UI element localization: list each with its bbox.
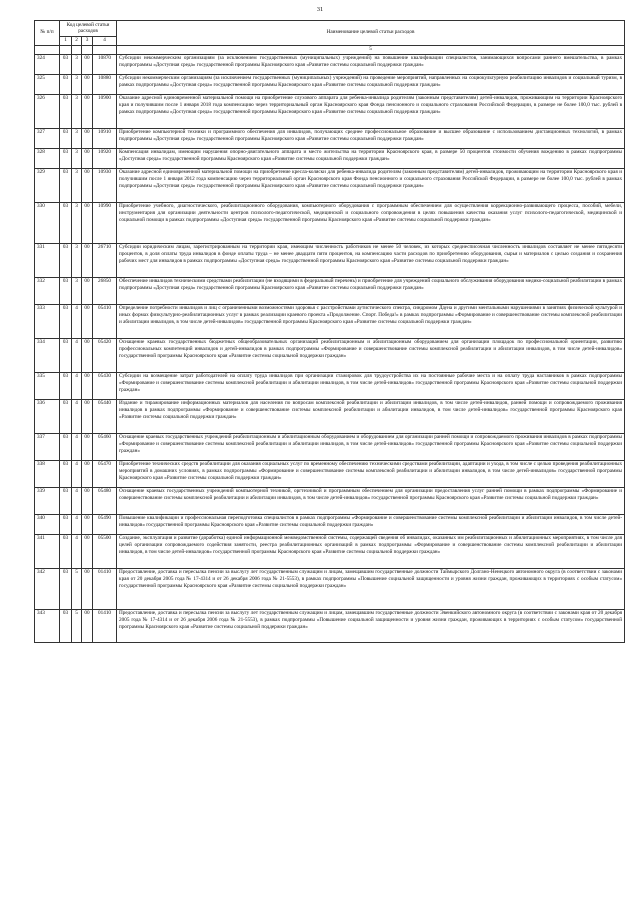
table-row <box>35 74 625 94</box>
code-part-4: 01410 <box>93 568 117 609</box>
code-part-1: 03 <box>60 243 72 277</box>
code-part-2: 3 <box>72 128 82 148</box>
row-description: Субсидии некоммерческим организациям (за исключением государственных (муниципальных) учреждений) на проведение мероприятий, направленных на социокультурную реабилитацию инвалидов и социальный туризм, в рамках подпрограммы «Доступная среда» государственной программы Красноярского края «Развитие системы социальной поддержки граждан» <box>117 74 625 94</box>
header-sub-1: 1 <box>60 36 72 45</box>
code-part-4: 10880 <box>93 74 117 94</box>
row-number: 342 <box>35 568 60 609</box>
table-row <box>35 433 625 460</box>
code-part-3: 00 <box>82 514 93 534</box>
code-part-1: 03 <box>60 514 72 534</box>
table-row <box>35 243 625 277</box>
code-part-3: 00 <box>82 304 93 338</box>
row-description: Создание, эксплуатация и развитие (доработка) единой информационной межведомственной системы, содержащей сведения об инвалидах, оказанных им реабилитационных и абилитационных мероприятиях, в том числе для целей организации сопровождаемого содействия занятости, реестра реабилитационных организаций в рамках подпрограммы «Формирование и совершенствование системы комплексной реабилитации и абилитации инвалидов, в том числе детей-инвалидов» государственной программы Красноярского края «Развитие системы социальной поддержки граждан» <box>117 534 625 568</box>
row-description: Определение потребности инвалидов и лиц с ограниченными возможностями здоровья с расстройствами аутистического спектра, синдромом Дауна и другими ментальными нарушениями в занятиях физической культурой и иных формах физкультурно-реабилитационных услуг в рамках реализации краевого проекта «Продолжение. Спорт. Победа!» в рамках подпрограммы «Формирование и совершенствование системы комплексной реабилитации и абилитации инвалидов, в том числе детей-инвалидов» государственной программы Красноярского края «Развитие системы социальной поддержки граждан» <box>117 304 625 338</box>
code-part-3: 00 <box>82 399 93 433</box>
table-row <box>35 277 625 304</box>
code-part-2: 3 <box>72 168 82 202</box>
table-row <box>35 460 625 487</box>
code-part-2: 4 <box>72 514 82 534</box>
header-row <box>35 21 625 37</box>
header-sub-5: 5 <box>117 45 625 54</box>
row-number: 340 <box>35 514 60 534</box>
row-number: 330 <box>35 202 60 243</box>
row-description: Оказание адресной единовременной материальной помощи на приобретение слухового аппарата для ребенка-инвалида родителям (законным представителям) детей-инвалидов, проживающим на территории Красноярского края и получившим после 1 января 2018 года компенсацию через территориальный орган Красноярского края Фонда пенсионного и социального страхования Российской Федерации, в размере не более 100,0 тыс. рублей в рамках подпрограммы «Доступная среда» государственной программы Красноярского края «Развитие системы социальной поддержки граждан» <box>117 94 625 128</box>
code-part-3: 00 <box>82 168 93 202</box>
header-name: Наименование целевой статьи расходов <box>117 21 625 46</box>
table-row <box>35 534 625 568</box>
row-description: Обеспечение инвалидов техническими средствами реабилитации (не входящими в федеральный перечень) и приобретение для учреждений социального обслуживания оборудования медико-социальной реабилитации в рамках подпрограммы «Доступная среда» государственной программы Красноярского края «Развитие системы социальной поддержки граждан» <box>117 277 625 304</box>
code-part-4: 05480 <box>93 487 117 514</box>
code-part-2: 4 <box>72 487 82 514</box>
row-number: 334 <box>35 338 60 372</box>
row-description: Предоставление, доставка и пересылка пенсии за выслугу лет государственным служащим и лицам, замещавшим государственные должности Таймырского Долгано-Ненецкого автономного округа (в соответствии с законами края от 20 декабря 2005 года № 17-4314 и от 26 декабря 2006 года № 21-5553), в рамках подпрограммы «Повышение социальной защищенности и уровня жизни граждан, проживающих в территориях с особым статусом» государственной программы Красноярского края «Развитие системы социальной поддержки граждан» <box>117 568 625 609</box>
code-part-2: 3 <box>72 202 82 243</box>
code-part-2: 3 <box>72 94 82 128</box>
code-part-3: 00 <box>82 74 93 94</box>
row-description: Издание и тиражирование информационных материалов для населения по вопросам комплексной реабилитации и абилитации инвалидов, в том числе детей-инвалидов, ранней помощи и сопровождаемого проживания инвалидов в рамках подпрограммы «Формирование и совершенствование системы комплексной реабилитации и абилитации инвалидов, в том числе детей-инвалидов» государственной программы Красноярского края «Развитие системы социальной поддержки граждан» <box>117 399 625 433</box>
row-number: 337 <box>35 433 60 460</box>
code-part-1: 03 <box>60 304 72 338</box>
code-part-3: 00 <box>82 568 93 609</box>
code-part-4: 26710 <box>93 243 117 277</box>
row-number: 326 <box>35 94 60 128</box>
table-row <box>35 168 625 202</box>
code-part-1: 03 <box>60 534 72 568</box>
header-sub-4: 4 <box>93 36 117 45</box>
code-part-4: 10990 <box>93 202 117 243</box>
code-part-4: 05500 <box>93 534 117 568</box>
code-part-4: 10920 <box>93 148 117 168</box>
code-part-2: 5 <box>72 568 82 609</box>
row-description: Оказание адресной единовременной материальной помощи на приобретение кресла-коляски для ребенка-инвалида родителям (законным представителям) детей-инвалидов, проживающим на территории Красноярского края и получившим после 1 января 2012 года компенсацию через территориальный орган Красноярского края Фонда пенсионного и социального страхования Российской Федерации, в размере не более 100,0 тыс. рублей в рамках подпрограммы «Доступная среда» государственной программы Красноярского края «Развитие системы социальной поддержки граждан» <box>117 168 625 202</box>
table-row <box>35 128 625 148</box>
code-part-4: 10900 <box>93 94 117 128</box>
row-number: 332 <box>35 277 60 304</box>
code-part-1: 03 <box>60 168 72 202</box>
code-part-4: 05490 <box>93 514 117 534</box>
row-description: Оснащение краевых государственных учреждений компьютерной техникой, оргтехникой и программным обеспечением для организации предоставления услуг ранней помощи в рамках подпрограммы «Формирование и совершенствование системы комплексной реабилитации и абилитации инвалидов, в том числе детей-инвалидов» государственной программы Красноярского края «Развитие системы социальной поддержки граждан» <box>117 487 625 514</box>
row-description: Субсидии некоммерческим организациям (за исключением государственных (муниципальных) учреждений) на повышение квалификации специалистов, занимающихся вопросами раннего вмешательства, в рамках подпрограммы «Доступная среда» государственной программы Красноярского края «Развитие системы социальной поддержки граждан» <box>117 54 625 74</box>
code-part-1: 03 <box>60 277 72 304</box>
row-number: 329 <box>35 168 60 202</box>
row-number: 339 <box>35 487 60 514</box>
code-part-1: 03 <box>60 568 72 609</box>
row-number: 335 <box>35 372 60 399</box>
code-part-4: 10910 <box>93 128 117 148</box>
row-number: 328 <box>35 148 60 168</box>
row-description: Повышение квалификации и профессиональная переподготовка специалистов в рамках подпрограммы «Формирование и совершенствование системы комплексной реабилитации и абилитации инвалидов, в том числе детей-инвалидов» государственной программы Красноярского края «Развитие системы социальной поддержки граждан» <box>117 514 625 534</box>
code-part-3: 00 <box>82 433 93 460</box>
code-part-4: 05470 <box>93 460 117 487</box>
table-row <box>35 304 625 338</box>
table-body <box>35 54 625 642</box>
row-number: 324 <box>35 54 60 74</box>
table-row <box>35 372 625 399</box>
code-part-3: 00 <box>82 534 93 568</box>
row-description: Оснащение краевых государственных бюджетных общеобразовательных организаций реабилитационным и абилитационным оборудованием для организации площадок по профессиональной ориентации, развитию профессиональных компетенций инвалидов и детей-инвалидов в рамках подпрограммы «Формирование и совершенствование системы комплексной реабилитации и абилитации инвалидов, в том числе детей-инвалидов» государственной программы Красноярского края «Развитие системы социальной поддержки граждан» <box>117 338 625 372</box>
code-part-3: 00 <box>82 609 93 642</box>
code-part-1: 03 <box>60 74 72 94</box>
code-part-1: 03 <box>60 338 72 372</box>
code-part-2: 4 <box>72 460 82 487</box>
code-part-2: 4 <box>72 433 82 460</box>
code-part-2: 5 <box>72 609 82 642</box>
row-description: Приобретение технических средств реабилитации для оказания социальных услуг по временному обеспечению техническими средствами реабилитации, адаптации и ухода, в том числе с целью проведения реабилитационных мероприятий в домашних условиях, в рамках подпрограммы «Формирование и совершенствование системы комплексной реабилитации и абилитации инвалидов, в том числе детей-инвалидов» государственной программы Красноярского края «Развитие системы социальной поддержки граждан» <box>117 460 625 487</box>
row-number: 331 <box>35 243 60 277</box>
row-description: Приобретение компьютерной техники и программного обеспечения для инвалидов, получающих среднее профессиональное образование и высшее образование с использованием дистанционных технологий, в рамках подпрограммы «Доступная среда» государственной программы Красноярского края «Развитие системы социальной поддержки граждан» <box>117 128 625 148</box>
code-part-4: 10930 <box>93 168 117 202</box>
code-part-3: 00 <box>82 487 93 514</box>
table-row <box>35 54 625 74</box>
table-row <box>35 148 625 168</box>
header-number: № п/п <box>35 21 60 46</box>
code-part-2: 4 <box>72 304 82 338</box>
code-part-1: 03 <box>60 487 72 514</box>
row-description: Оснащение краевых государственных учреждений реабилитационным и абилитационным оборудованием и оборудованием для организации ранней помощи и сопровождаемого проживания инвалидов в рамках подпрограммы «Формирование и совершенствование системы комплексной реабилитации и абилитации инвалидов, в том числе детей-инвалидов» государственной программы Красноярского края «Развитие системы социальной поддержки граждан» <box>117 433 625 460</box>
code-part-3: 00 <box>82 128 93 148</box>
code-part-1: 03 <box>60 94 72 128</box>
code-part-2: 4 <box>72 372 82 399</box>
code-part-2: 3 <box>72 54 82 74</box>
row-description: Субсидии юридическим лицам, зарегистрированным на территории края, имеющим численность работников не менее 50 человек, из которых среднесписочная численность инвалидов составляет не менее пятидесяти процентов, в доля оплаты труда инвалидов в фонде оплаты труда – не менее двадцати пяти процентов, на компенсацию части расходов по приобретению оборудования, сырья и материалов с целью создания и сохранения рабочих мест для инвалидов в рамках подпрограммы «Доступная среда» государственной программы Красноярского края «Развитие системы социальной поддержки граждан» <box>117 243 625 277</box>
code-part-1: 03 <box>60 460 72 487</box>
code-part-3: 00 <box>82 243 93 277</box>
code-part-3: 00 <box>82 94 93 128</box>
code-part-1: 03 <box>60 54 72 74</box>
code-part-2: 3 <box>72 277 82 304</box>
code-part-1: 03 <box>60 399 72 433</box>
row-number: 336 <box>35 399 60 433</box>
code-part-3: 00 <box>82 54 93 74</box>
table-row <box>35 568 625 609</box>
header-code: Код целевой статьи расходов <box>60 21 117 37</box>
row-description: Приобретение учебного, диагностического, реабилитационного оборудования, компьютерного оборудования с программным обеспечением для осуществления коррекционно-развивающего процесса, пособий, мебели, инструментария для организации деятельности центров психолого-педагогической, медицинской и социального сопровождения в целях повышения качества оказания услуг психолого-педагогической, медицинской и социальной помощи в рамках подпрограммы «Доступная среда» государственной программы Красноярского края «Развитие системы социальной поддержки граждан» <box>117 202 625 243</box>
table-row <box>35 338 625 372</box>
code-part-1: 03 <box>60 609 72 642</box>
row-number: 333 <box>35 304 60 338</box>
code-part-1: 03 <box>60 128 72 148</box>
table-row <box>35 202 625 243</box>
code-part-2: 3 <box>72 148 82 168</box>
code-part-3: 00 <box>82 338 93 372</box>
header-col5-row <box>35 45 625 54</box>
page-number: 31 <box>316 6 324 13</box>
code-part-4: 05460 <box>93 433 117 460</box>
code-part-1: 03 <box>60 372 72 399</box>
code-part-4: 01410 <box>93 609 117 642</box>
table-row <box>35 609 625 642</box>
code-part-1: 03 <box>60 148 72 168</box>
table-row <box>35 94 625 128</box>
table-row <box>35 514 625 534</box>
row-number: 341 <box>35 534 60 568</box>
code-part-1: 03 <box>60 202 72 243</box>
row-number: 338 <box>35 460 60 487</box>
row-description: Компенсация инвалидам, имеющим нарушения опорно-двигательного аппарата и место жительства на территории Красноярского края, в размере 50 процентов стоимости обучения вождению в рамках подпрограммы «Доступная среда» государственной программы Красноярского края «Развитие системы социальной поддержки граждан» <box>117 148 625 168</box>
row-number: 327 <box>35 128 60 148</box>
code-part-3: 00 <box>82 148 93 168</box>
code-part-4: 05440 <box>93 399 117 433</box>
code-part-3: 00 <box>82 460 93 487</box>
row-number: 325 <box>35 74 60 94</box>
code-part-2: 4 <box>72 534 82 568</box>
row-number: 343 <box>35 609 60 642</box>
table-row <box>35 487 625 514</box>
row-description: Предоставление, доставка и пересылка пенсии за выслугу лет государственным служащим и лицам, замещавшим государственные должности Эвенкийского автономного округа (в соответствии с законами края от 20 декабря 2005 года № 17-4314 и от 26 декабря 2006 года № 21-5553), в рамках подпрограммы «Повышение социальной защищенности и уровня жизни граждан, проживающих в территориях с особым статусом» государственной программы Красноярского края «Развитие системы социальной поддержки граждан» <box>117 609 625 642</box>
code-part-3: 00 <box>82 372 93 399</box>
code-part-4: 05430 <box>93 372 117 399</box>
code-part-4: 10870 <box>93 54 117 74</box>
code-part-1: 03 <box>60 433 72 460</box>
target-articles-table <box>34 20 625 643</box>
code-part-3: 00 <box>82 277 93 304</box>
header-sub-2: 2 <box>72 36 82 45</box>
code-part-2: 3 <box>72 243 82 277</box>
table-row <box>35 399 625 433</box>
code-part-4: 05420 <box>93 338 117 372</box>
code-part-3: 00 <box>82 202 93 243</box>
row-description: Субсидии на возмещение затрат работодателей на оплату труда инвалидов при организации стажировок для трудоустройства их на постоянные рабочие места и на оплату труда наставников в рамках подпрограммы «Формирование и совершенствование системы комплексной реабилитации и абилитации инвалидов, в том числе детей-инвалидов» государственной программы Красноярского края «Развитие системы социальной поддержки граждан» <box>117 372 625 399</box>
header-sub-3: 3 <box>82 36 93 45</box>
code-part-4: 05410 <box>93 304 117 338</box>
code-part-2: 4 <box>72 399 82 433</box>
code-part-2: 4 <box>72 338 82 372</box>
code-part-2: 3 <box>72 74 82 94</box>
code-part-4: 26850 <box>93 277 117 304</box>
